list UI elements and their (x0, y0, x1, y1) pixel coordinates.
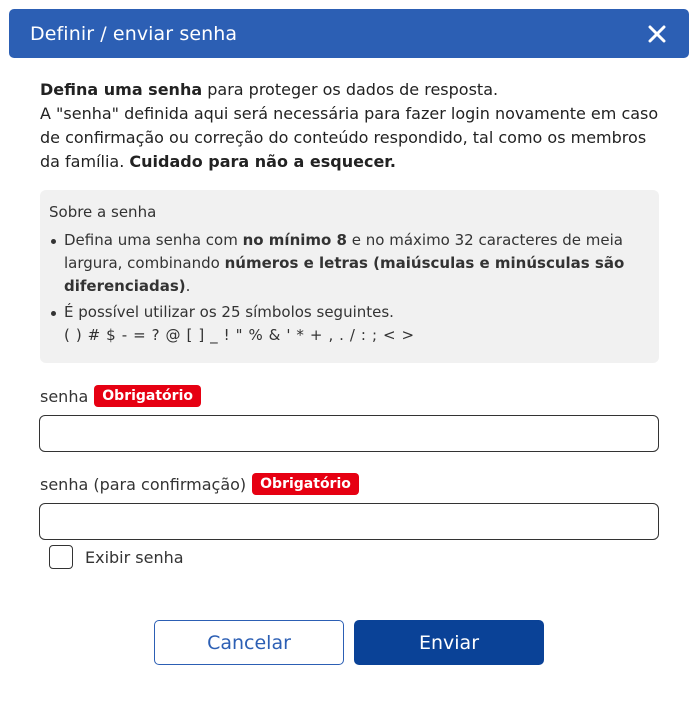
intro-warning: Cuidado para não a esquecer. (129, 152, 396, 171)
show-password-checkbox[interactable] (49, 545, 73, 569)
close-icon[interactable] (645, 22, 669, 46)
password-label-row (40, 385, 201, 407)
about-item1-part1: Defina uma senha com (64, 231, 243, 249)
about-item2-text: É possível utilizar os 25 símbolos seguintes. (64, 303, 394, 321)
show-password-label: Exibir senha (85, 547, 184, 567)
required-badge: Obrigatório (94, 385, 201, 407)
about-item1-bold2: números e letras (maiúsculas e minúsculas são diferenciadas) (64, 254, 625, 295)
intro-bold-lead: Defina uma senha (40, 80, 203, 99)
about-item-length (49, 229, 649, 298)
dialog-header (9, 9, 689, 58)
about-item-symbols (49, 301, 649, 347)
intro-body: A "senha" definida aqui será necessária para fazer login novamente em caso de confirmação ou correção do conteúdo respondido, tal como os membros da família. (40, 104, 659, 171)
about-item1-part2: e no máximo 32 caracteres de meia largura, combinando (64, 231, 623, 272)
confirm-label-row (40, 473, 359, 495)
confirm-password-input[interactable] (39, 503, 659, 540)
send-button[interactable]: Enviar (354, 620, 544, 665)
intro-line1-rest: para proteger os dados de resposta. (202, 80, 499, 99)
about-item1-bold1: no mínimo 8 (242, 231, 347, 249)
intro-text (40, 78, 670, 174)
show-password-row[interactable] (49, 545, 184, 569)
required-badge: Obrigatório (252, 473, 359, 495)
password-input[interactable] (39, 415, 659, 452)
about-list (49, 229, 649, 347)
about-title: Sobre a senha (49, 203, 157, 221)
about-item1-part3: . (185, 277, 191, 295)
about-password-box (40, 190, 659, 363)
dialog-title: Definir / enviar senha (30, 22, 238, 45)
cancel-button[interactable]: Cancelar (154, 620, 344, 665)
allowed-symbols: ( ) # $ - = ? @ [ ] _ ! " % & ' * + , . / : ; < > (64, 326, 415, 344)
password-label: senha (40, 386, 89, 406)
confirm-label: senha (para confirmação) (40, 474, 247, 494)
